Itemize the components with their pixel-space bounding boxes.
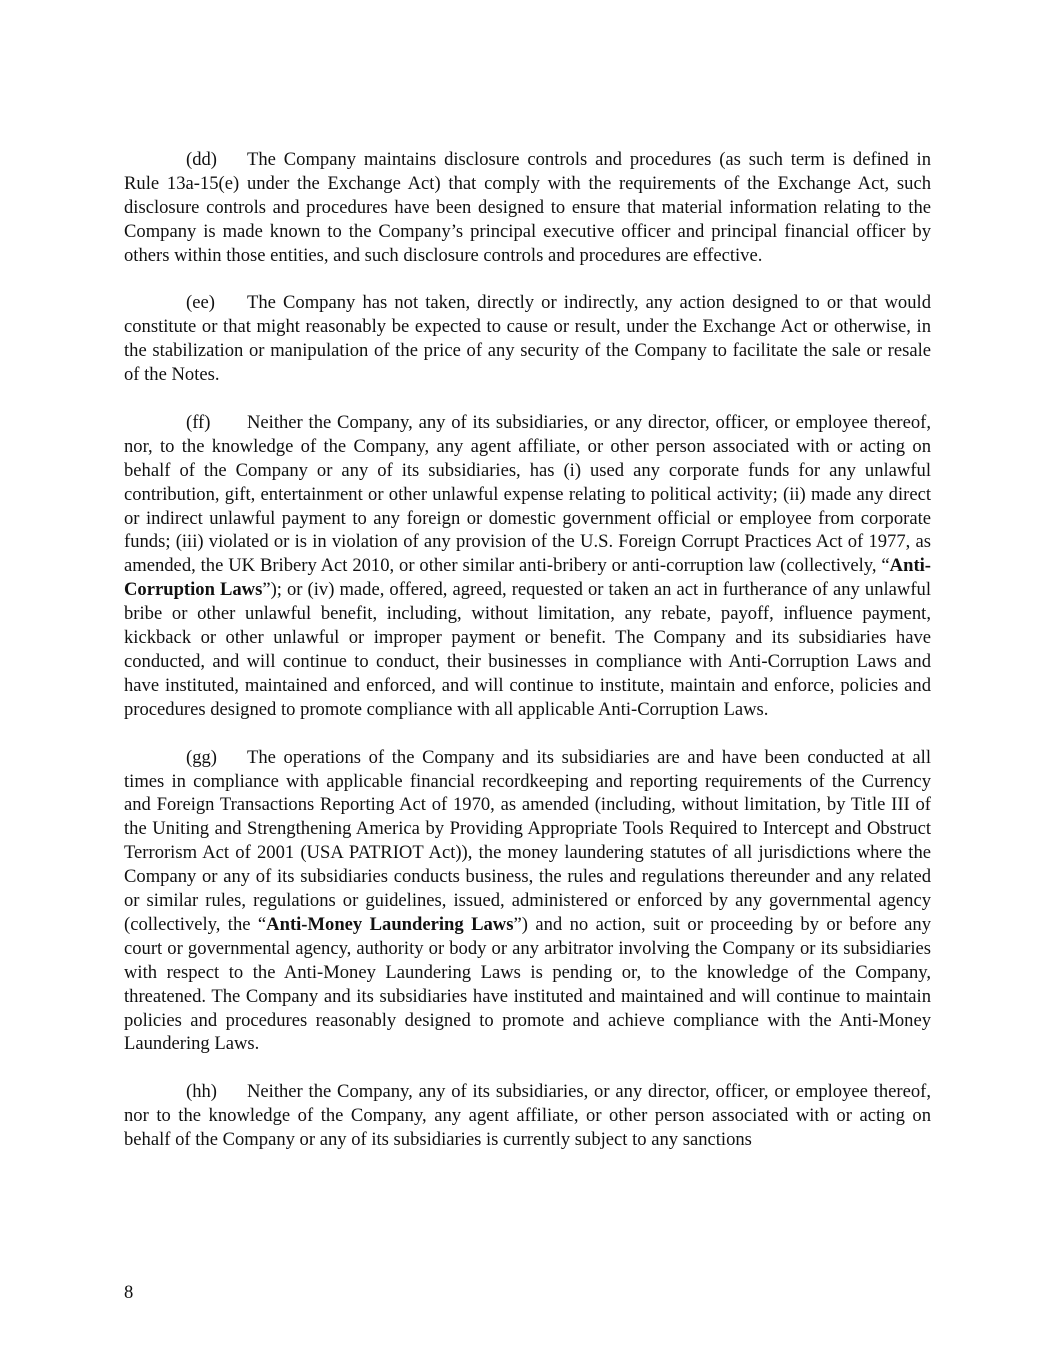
paragraph-text: Neither the Company, any of its subsidiaries, or any director, officer, or employee thereof, nor, to the knowledge of the Company, any agent affiliate, or other person associated with or acting on behalf of the Company or any of its subsidiaries, has (i) used any corporate funds for any unlawful contribution, gift, entertainment or other unlawful expense relating to political activity; (ii) made any direct or indirect unlawful payment to any foreign or domestic government official or employee from corporate funds; (iii) violated or is in violation of any provision of the U.S. Foreign Corrupt Practices Act of 1977, as amended, the UK Bribery Act 2010, or other similar anti-bribery or anti-corruption law (collectively, “ — [124, 411, 931, 577]
paragraph-text: Neither the Company, any of its subsidiaries, or any director, officer, or employee thereof, nor to the knowledge of the Company, any agent affiliate, or other person associated with or acting on behalf of the Company or any of its subsidiaries is currently subject to any sanctions — [124, 1081, 931, 1151]
paragraph — [124, 148, 931, 268]
paragraph-number: (hh) — [186, 1081, 217, 1103]
paragraph — [124, 291, 931, 387]
defined-term: Anti-Corruption Laws — [124, 555, 931, 601]
paragraph-number: (gg) — [186, 746, 217, 768]
paragraph — [124, 411, 931, 722]
paragraph-number: (ee) — [186, 292, 215, 314]
paragraph-text: ”); or (iv) made, offered, agreed, requested or taken an act in furtherance of any unlawful bribe or other unlawful benefit, including, without limitation, any rebate, payoff, influence payment, kickback or other unlawful or improper payment or benefit. The Company and its subsidiaries have conducted, and will continue to conduct, their businesses in compliance with Anti-Corruption Laws and have instituted, maintained and enforced, and will continue to institute, maintain and enforce, policies and procedures designed to promote compliance with all applicable Anti-Corruption Laws. — [124, 579, 931, 720]
document-body — [124, 148, 931, 1152]
paragraph-text: The Company has not taken, directly or indirectly, any action designed to or that would constitute or that might reasonably be expected to cause or result, under the Exchange Act or otherwise, in the stabilization or manipulation of the price of any security of the Company to facilitate the sale or resale of the Notes. — [124, 292, 931, 386]
paragraph — [124, 746, 931, 1057]
paragraph-text: ”) and no action, suit or proceeding by or before any court or governmental agency, authority or body or any arbitrator involving the Company or its subsidiaries with respect to the Anti-Money Laundering Laws is pending or, to the knowledge of the Company, threatened. The Company and its subsidiaries have instituted and maintained and will continue to maintain policies and procedures reasonably designed to promote and achieve compliance with the Anti-Money Laundering Laws. — [124, 913, 931, 1055]
paragraph-text: The Company maintains disclosure controls and procedures (as such term is defined in Rule 13a-15(e) under the Exchange Act) that comply with the requirements of the Exchange Act, such disclosure controls and procedures have been designed to ensure that material information relating to the Company is made known to the Company’s principal executive officer and principal financial officer by others within those entities, and such disclosure controls and procedures are effective. — [124, 149, 931, 266]
paragraph-number: (dd) — [186, 149, 217, 170]
page-number: 8 — [124, 1282, 134, 1303]
paragraph-number: (ff) — [186, 411, 211, 433]
defined-term: Anti-Money Laundering Laws — [266, 913, 514, 935]
paragraph-text: The operations of the Company and its subsidiaries are and have been conducted at all times in compliance with applicable financial recordkeeping and reporting requirements of the Currency and Foreign Transactions Reporting Act of 1970, as amended (including, without limitation, by Title III of the Uniting and Strengthening America by Providing Appropriate Tools Required to Intercept and Obstruct Terrorism Act of 2001 (USA PATRIOT Act)), the money laundering statutes of all jurisdictions where the Company or any of its subsidiaries conducts business, the rules and regulations thereunder and any related or similar rules, regulations or guidelines, issued, administered or enforced by any governmental agency (collectively, the “ — [124, 746, 931, 935]
paragraph — [124, 1080, 931, 1152]
